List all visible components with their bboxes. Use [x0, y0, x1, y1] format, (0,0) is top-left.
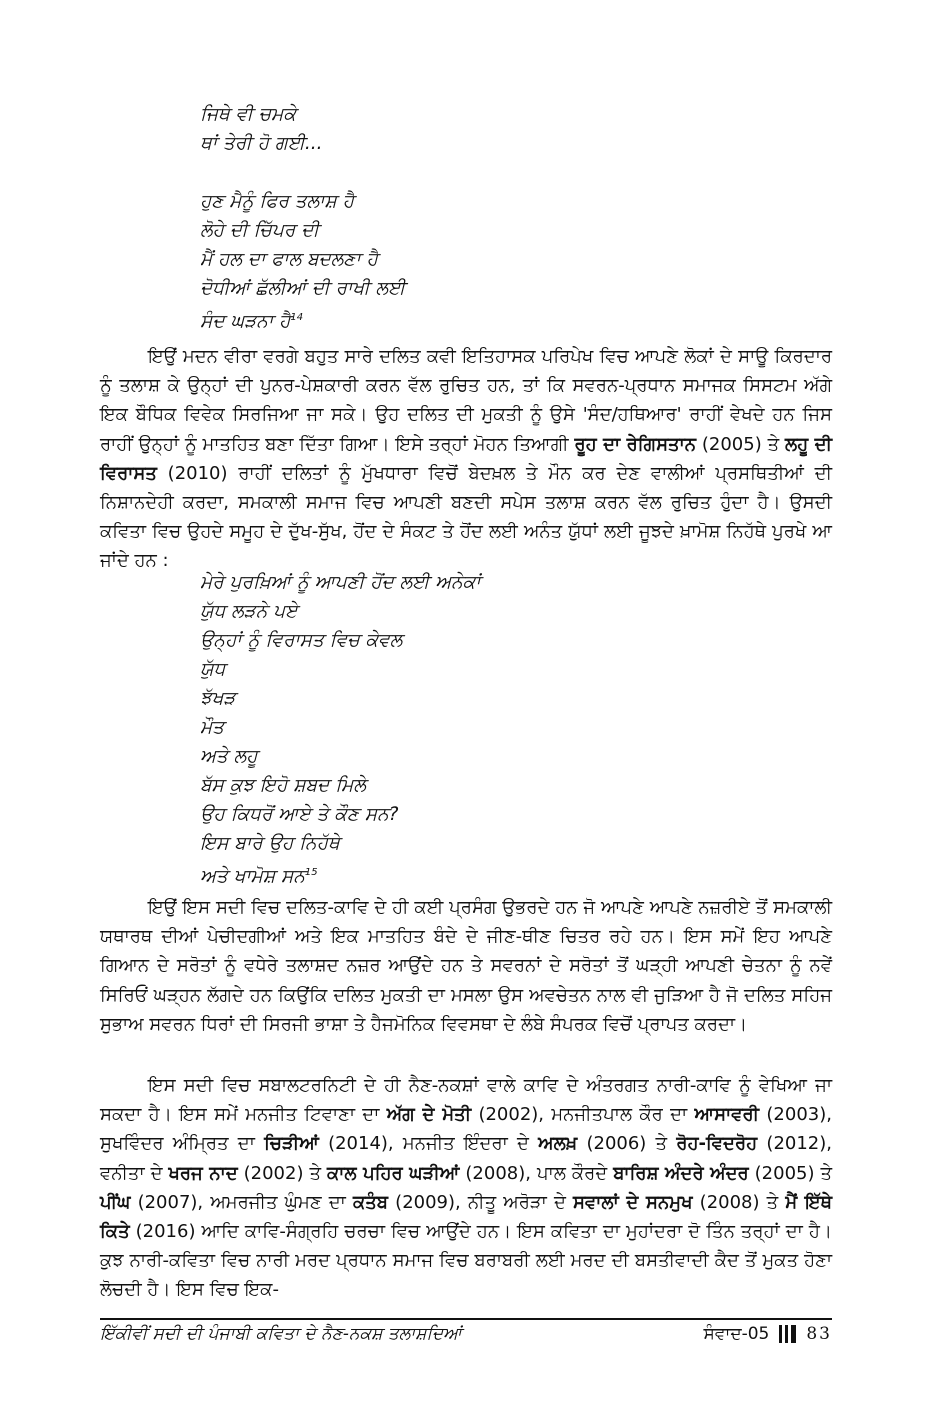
para3-text: (2009), ਨੀਤੂ ਅਰੋੜਾ ਦੇ — [388, 1191, 574, 1213]
footnote-marker: 15 — [304, 867, 318, 878]
para3-text: (2002) ਤੇ — [237, 1162, 327, 1184]
book-title: ਬਾਰਿਸ਼ ਅੰਦਰੇ ਅੰਦਰ — [613, 1162, 749, 1184]
verse-line: ਮੈਂ ਹਲ ਦਾ ਫਾਲ ਬਦਲਣਾ ਹੈ — [200, 249, 378, 270]
verse-line: ਯੁੱਧ — [200, 659, 226, 680]
paragraph-2 — [100, 893, 832, 1039]
verse-line: ਹੁਣ ਮੈਨੂੰ ਫਿਰ ਤਲਾਸ਼ ਹੈ — [200, 191, 354, 212]
book-title: ਕਾਲ ਪਹਿਰ ਘੜੀਆਂ — [326, 1162, 460, 1184]
page-number: 83 — [806, 1324, 832, 1344]
verse-line: ਅਤੇ ਲਹੂ — [200, 746, 258, 767]
para3-text: (2014), ਮਨਜੀਤ ਇੰਦਰਾ ਦੇ — [318, 1133, 539, 1155]
running-footer-title: ਇੱਕੀਵੀਂ ਸਦੀ ਦੀ ਪੰਜਾਬੀ ਕਵਿਤਾ ਦੇ ਨੈਣ-ਨਕਸ਼ ਤਲਾਸ਼ਦਿਆਂ — [100, 1324, 462, 1344]
para3-text: (2016) ਆਦਿ ਕਾਵਿ-ਸੰਗ੍ਰਹਿ ਚਰਚਾ ਵਿਚ ਆਉਂਦੇ ਹਨ। ਇਸ ਕਵਿਤਾ ਦਾ ਮੁਹਾਂਦਰਾ ਦੋ ਤਿੰਨ ਤਰ੍ਹਾਂ ਦਾ ਹੈ। ਕੁਝ ਨਾਰੀ-ਕਵਿਤਾ ਵਿਚ ਨਾਰੀ ਮਰਦ ਪ੍ਰਧਾਨ ਸਮਾਜ ਵਿਚ ਬਰਾਬਰੀ ਲਈ ਮਰਦ ਦੀ ਬਸਤੀਵਾਦੀ ਕੈਦ ਤੋਂ ਮੁਕਤ ਹੋਣਾ ਲੋਚਦੀ ਹੈ। ਇਸ ਵਿਚ ਇਕ- — [100, 1221, 832, 1301]
para3-text: (2012), ਵਨੀਤਾ ਦੇ — [100, 1133, 832, 1184]
book-title: ਆਸਾਵਰੀ — [694, 1104, 760, 1126]
footer-divider — [100, 1318, 832, 1320]
para3-text: (2002), ਮਨਜੀਤਪਾਲ ਕੌਰ ਦਾ — [471, 1104, 695, 1126]
book-title: ਪੀਂਘ — [100, 1191, 131, 1213]
book-title: ਚਿੜੀਆਂ — [264, 1133, 319, 1155]
verse-line: ਥਾਂ ਤੇਰੀ ਹੋ ਗਈ... — [200, 133, 323, 154]
verse-line: ਸੰਦ ਘੜਨਾ ਹੈ$^{14}$ — [200, 311, 304, 333]
para3-text: (2007), ਅਮਰਜੀਤ ਘੁੰਮਣ ਦਾ — [130, 1191, 353, 1213]
book-title: ਖਰਜ ਨਾਦ — [168, 1162, 238, 1184]
divider-bars-icon — [779, 1325, 796, 1343]
verse-line: ਬੱਸ ਕੁਝ ਇਹੋ ਸ਼ਬਦ ਮਿਲੇ — [200, 775, 366, 796]
footnote-marker: 14 — [290, 312, 304, 323]
book-title: ਸਵਾਲਾਂ ਦੇ ਸਨਮੁਖ — [573, 1191, 693, 1213]
book-title: ਅਲਖ਼ — [538, 1133, 578, 1155]
book-title: ਰੋਹ-ਵਿਦਰੋਹ — [676, 1133, 758, 1155]
para3-text: (2006) ਤੇ — [577, 1133, 677, 1155]
para1-text-1: ਇਉਂ ਮਦਨ ਵੀਰਾ ਵਰਗੇ ਬਹੁਤ ਸਾਰੇ ਦਲਿਤ ਕਵੀ ਇਤਿਹਾਸਕ ਪਰਿਪੇਖ ਵਿਚ ਆਪਣੇ ਲੋਕਾਂ ਦੇ ਸਾਊ ਕਿਰਦਾਰ ਨੂੰ ਤਲਾਸ਼ ਕੇ ਉਨ੍ਹਾਂ ਦੀ ਪੁਨਰ-ਪੇਸ਼ਕਾਰੀ ਕਰਨ ਵੱਲ ਰੁਚਿਤ ਹਨ, ਤਾਂ ਕਿ ਸਵਰਨ-ਪ੍ਰਧਾਨ ਸਮਾਜਕ ਸਿਸਟਮ ਅੱਗੇ ਇਕ ਬੌਧਿਕ ਵਿਵੇਕ ਸਿਰਜਿਆ ਜਾ ਸਕੇ। ਉਹ ਦਲਿਤ ਦੀ ਮੁਕਤੀ ਨੂੰ ਉਸੇ 'ਸੰਦ/ਹਥਿਆਰ' ਰਾਹੀਂ ਵੇਖਦੇ ਹਨ ਜਿਸ ਰਾਹੀਂ ਉਨ੍ਹਾਂ ਨੂੰ ਮਾਤਹਿਤ ਬਣਾ ਦਿੱਤਾ ਗਿਆ। ਇਸੇ ਤਰ੍ਹਾਂ ਮੋਹਨ ਤਿਆਗੀ — [100, 346, 832, 455]
verse-line: ਉਨ੍ਹਾਂ ਨੂੰ ਵਿਰਾਸਤ ਵਿਚ ਕੇਵਲ — [200, 630, 403, 651]
paragraph-3 — [100, 1071, 832, 1305]
para1-text-2: (2005) ਤੇ — [695, 433, 786, 455]
verse-quote-2 — [200, 568, 481, 891]
verse-line: ਜਿਥੇ ਵੀ ਚਮਕੇ — [200, 104, 296, 125]
journal-name: ਸੰਵਾਦ-05 — [703, 1324, 770, 1344]
para3-text: (2003), ਸੁਖਵਿੰਦਰ ਅੰਮ੍ਰਿਤ ਦਾ — [100, 1104, 832, 1155]
para3-text: (2005) ਤੇ — [748, 1162, 833, 1184]
para3-text: (2008), ਪਾਲ ਕੌਰਦੇ — [459, 1162, 614, 1184]
book-title-lahu-di-virasat: ਲਹੂ ਦੀ ਵਿਰਾਸਤ — [100, 433, 832, 484]
verse-line — [200, 158, 405, 187]
para1-text-3: (2010) ਰਾਹੀਂ ਦਲਿਤਾਂ ਨੂੰ ਮੁੱਖਧਾਰਾ ਵਿਚੋਂ ਬੇਦਖ਼ਲ ਤੇ ਮੌਨ ਕਰ ਦੇਣ ਵਾਲੀਆਂ ਪ੍ਰਸਥਿਤੀਆਂ ਦੀ ਨਿਸ਼ਾਨਦੇਹੀ ਕਰਦਾ, ਸਮਕਾਲੀ ਸਮਾਜ ਵਿਚ ਆਪਣੀ ਬਣਦੀ ਸਪੇਸ ਤਲਾਸ਼ ਕਰਨ ਵੱਲ ਰੁਚਿਤ ਹੁੰਦਾ ਹੈ। ਉਸਦੀ ਕਵਿਤਾ ਵਿਚ ਉਹਦੇ ਸਮੂਹ ਦੇ ਦੁੱਖ-ਸੁੱਖ, ਹੋਂਦ ਦੇ ਸੰਕਟ ਤੇ ਹੋਂਦ ਲਈ ਅਨੰਤ ਯੁੱਧਾਂ ਲਈ ਜੂਝਦੇ ਖ਼ਾਮੋਸ਼ ਨਿਹੱਥੇ ਪੁਰਖੇ ਆ ਜਾਂਦੇ ਹਨ : — [100, 462, 832, 572]
para2-text: ਇਉਂ ਇਸ ਸਦੀ ਵਿਚ ਦਲਿਤ-ਕਾਵਿ ਦੇ ਹੀ ਕਈ ਪ੍ਰਸੰਗ ਉਭਰਦੇ ਹਨ ਜੋ ਆਪਣੇ ਆਪਣੇ ਨਜ਼ਰੀਏ ਤੋਂ ਸਮਕਾਲੀ ਯਥਾਰਥ ਦੀਆਂ ਪੇਚੀਦਗੀਆਂ ਅਤੇ ਇਕ ਮਾਤਹਿਤ ਬੰਦੇ ਦੇ ਜੀਣ-ਥੀਣ ਚਿਤਰ ਰਹੇ ਹਨ। ਇਸ ਸਮੇਂ ਇਹ ਆਪਣੇ ਗਿਆਨ ਦੇ ਸਰੋਤਾਂ ਨੂੰ ਵਧੇਰੇ ਤਲਾਸ਼ਦ ਨਜ਼ਰ ਆਉਂਦੇ ਹਨ ਤੇ ਸਵਰਨਾਂ ਦੇ ਸਰੋਤਾਂ ਤੋਂ ਘੜ੍ਹੀ ਆਪਣੀ ਚੇਤਨਾ ਨੂੰ ਨਵੇਂ ਸਿਰਿਓਂ ਘੜ੍ਹਨ ਲੱਗਦੇ ਹਨ ਕਿਉਂਕਿ ਦਲਿਤ ਮੁਕਤੀ ਦਾ ਮਸਲਾ ਉਸ ਅਵਚੇਤਨ ਨਾਲ ਵੀ ਜੁੜਿਆ ਹੈ ਜੋ ਦਲਿਤ ਸਹਿਜ ਸੁਭਾਅ ਸਵਰਨ ਧਿਰਾਂ ਦੀ ਸਿਰਜੀ ਭਾਸ਼ਾ ਤੇ ਹੈਜਮੋਨਿਕ ਵਿਵਸਥਾ ਦੇ ਲੰਬੇ ਸੰਪਰਕ ਵਿਚੋਂ ਪ੍ਰਾਪਤ ਕਰਦਾ। — [100, 897, 832, 1035]
book-title: ਮੈਂ ਇੱਥੇ ਕਿਤੇ — [100, 1191, 832, 1243]
book-title: ਕਤੰਬ — [352, 1191, 389, 1213]
verse-quote-1 — [200, 100, 405, 336]
paragraph-1 — [100, 342, 832, 576]
verse-line: ਝੱਖੜ — [200, 688, 236, 709]
para3-text: (2008) ਤੇ — [692, 1191, 786, 1213]
verse-line: ਯੁੱਧ ਲੜਨੇ ਪਏ — [200, 601, 298, 622]
book-title: ਅੱਗ ਦੇ ਮੋਤੀ — [386, 1104, 472, 1126]
book-title-ruh-da-registan: ਰੂਹ ਦਾ ਰੇਗਿਸਤਾਨ — [574, 433, 696, 455]
verse-line: ਦੋਧੀਆਂ ਛੱਲੀਆਂ ਦੀ ਰਾਖੀ ਲਈ — [200, 278, 406, 299]
verse-line: ਅਤੇ ਖਾਮੋਸ਼ ਸਨ$^{15}$ — [200, 866, 318, 888]
verse-line: ਲੋਹੇ ਦੀ ਚਿੱਪਰ ਦੀ — [200, 220, 319, 241]
footer-page-info — [704, 1324, 833, 1344]
verse-line: ਉਹ ਕਿਧਰੋਂ ਆਏ ਤੇ ਕੌਣ ਸਨ? — [200, 804, 399, 825]
verse-line: ਇਸ ਬਾਰੇ ਉਹ ਨਿਹੱਥੇ — [200, 833, 340, 854]
verse-line: ਮੇਰੇ ਪੁਰਖ਼ਿਆਂ ਨੂੰ ਆਪਣੀ ਹੋਂਦ ਲਈ ਅਨੇਕਾਂ — [200, 572, 481, 593]
verse-line: ਮੌਤ — [200, 717, 225, 738]
para3-text: ਇਸ ਸਦੀ ਵਿਚ ਸਬਾਲਟਰਨਿਟੀ ਦੇ ਹੀ ਨੈਣ-ਨਕਸ਼ਾਂ ਵਾਲੇ ਕਾਵਿ ਦੇ ਅੰਤਰਗਤ ਨਾਰੀ-ਕਾਵਿ ਨੂੰ ਵੇਖਿਆ ਜਾ ਸਕਦਾ ਹੈ। ਇਸ ਸਮੇਂ ਮਨਜੀਤ ਟਿਵਾਣਾ ਦਾ — [100, 1075, 832, 1126]
